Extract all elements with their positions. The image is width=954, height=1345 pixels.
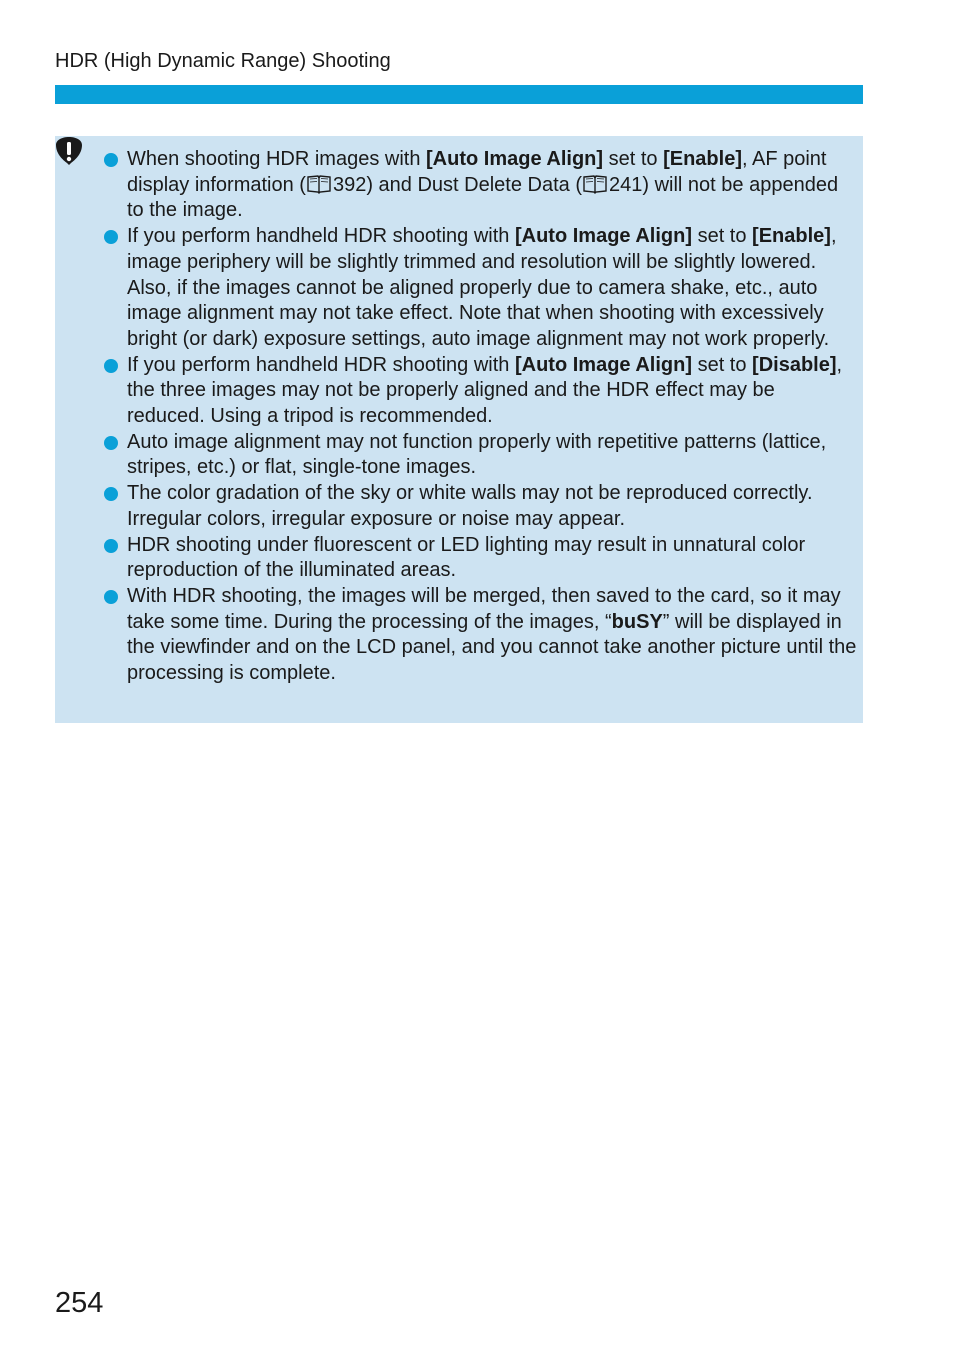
list-item: If you perform handheld HDR shooting with [Auto Image Align] set to [Enable], image periphery will be slightly trimmed and resolution will be slightly lowered. Also, if the images cannot be aligned properly due to camera shake, etc., auto image alignment may not take effect. Note that when shooting with excessively bright (or dark) exposure settings, auto image alignment may not work properly. xyxy=(127,224,857,353)
page-reference[interactable]: 392 xyxy=(332,173,367,196)
header-title: HDR (High Dynamic Range) Shooting xyxy=(55,50,391,72)
list-item: With HDR shooting, the images will be merged, then saved to the card, so it may take some time. During the processing of the images, “buSY” will be displayed in the viewfinder and on the LCD panel, and you cannot take another picture until the processing is complete. xyxy=(127,584,857,687)
book-icon xyxy=(306,174,332,194)
header-bar xyxy=(55,85,863,104)
list-item: The color gradation of the sky or white walls may not be reproduced correctly. Irregular colors, irregular exposure or noise may appear. xyxy=(127,481,857,532)
caution-list xyxy=(127,147,857,687)
bullet-icon xyxy=(104,436,118,450)
list-item: Auto image alignment may not function properly with repetitive patterns (lattice, stripes, etc.) or flat, single-tone images. xyxy=(127,430,857,481)
list-item: When shooting HDR images with [Auto Image Align] set to [Enable], AF point display information ( 392) and Dust Delete Data ( 241) will not be appended to the image. xyxy=(127,147,857,224)
bullet-icon xyxy=(104,590,118,604)
page-number: 254 xyxy=(55,1287,104,1319)
bullet-icon xyxy=(104,539,118,553)
bullet-icon xyxy=(104,153,118,167)
list-item: If you perform handheld HDR shooting with [Auto Image Align] set to [Disable], the three images may not be properly aligned and the HDR effect may be reduced. Using a tripod is recommended. xyxy=(127,353,857,430)
bullet-icon xyxy=(104,230,118,244)
caution-box xyxy=(55,136,863,723)
page-reference[interactable]: 241 xyxy=(609,173,643,196)
bullet-icon xyxy=(104,487,118,501)
caution-icon xyxy=(55,136,83,166)
book-icon xyxy=(582,174,608,194)
bullet-icon xyxy=(104,359,118,373)
list-item: HDR shooting under fluorescent or LED lighting may result in unnatural color reproduction of the illuminated areas. xyxy=(127,533,857,584)
